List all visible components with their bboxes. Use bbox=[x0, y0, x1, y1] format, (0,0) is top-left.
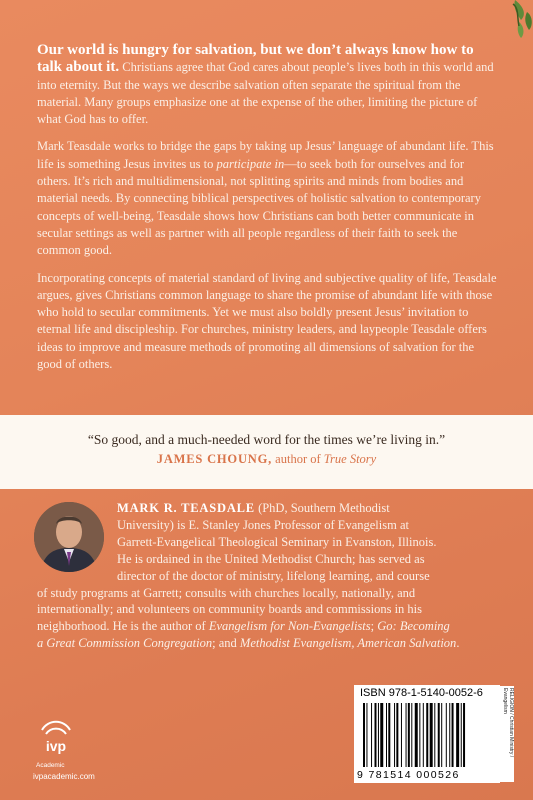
bio-book-title: a Great Commission Congregation bbox=[37, 636, 213, 651]
blurb-p2-emphasis: participate in bbox=[216, 156, 285, 171]
bio-line bbox=[37, 635, 507, 652]
blurb-lead: Our world is hungry for salvation, but we don’t always know how to talk about it. bbox=[37, 42, 474, 76]
barcode-bar bbox=[366, 703, 367, 767]
bio-line: internationally; and volunteers on community boards and commissions in his bbox=[37, 602, 423, 617]
ivp-logo-text: ivp bbox=[45, 738, 67, 754]
bio-separator: ; bbox=[370, 619, 378, 634]
barcode-bar bbox=[438, 703, 440, 767]
endorser-name: JAMES CHOUNG, bbox=[156, 452, 273, 466]
genre-label: RELIGION / Christian Ministry / Evangelism bbox=[500, 686, 514, 782]
bio-book-title: Evangelism for Non-Evangelists bbox=[208, 619, 371, 634]
blurb-paragraph-1 bbox=[37, 42, 498, 128]
publisher-url: ivpacademic.com bbox=[33, 772, 95, 781]
endorsement-band bbox=[0, 415, 533, 489]
publisher-imprint: Academic bbox=[36, 762, 65, 769]
barcode-bar bbox=[463, 703, 465, 767]
barcode-bar bbox=[394, 703, 395, 767]
bio-book-title: Go: Becoming bbox=[377, 619, 450, 634]
barcode-bar bbox=[406, 703, 407, 767]
bio-line-8-text: neighborhood. He is the author of bbox=[37, 619, 209, 634]
barcode-bar bbox=[363, 703, 365, 767]
bio-separator: ; and bbox=[212, 636, 240, 651]
barcode-bar bbox=[441, 703, 442, 767]
barcode-bar bbox=[461, 703, 462, 767]
bio-line bbox=[37, 500, 507, 517]
bio-line: director of the doctor of ministry, lifelong learning, and course bbox=[117, 568, 430, 583]
barcode-bar bbox=[449, 703, 450, 767]
barcode-bar bbox=[371, 703, 372, 767]
bio-line bbox=[37, 618, 507, 635]
endorsement-quote: “So good, and a much-needed word for the times we’re living in.” bbox=[87, 432, 446, 447]
endorsement-attribution bbox=[0, 452, 533, 467]
barcode-bar bbox=[401, 703, 402, 767]
barcode-bar bbox=[408, 703, 410, 767]
barcode-bar bbox=[452, 703, 454, 767]
blurb-p1-text: Christians agree that God cares about people’s lives both in this world and into eternity. But the ways we describe salvation often separate the spiritual from the material. Many groups emphasize one at the expense of the other, limiting the picture of what God has to offer. bbox=[37, 60, 494, 127]
barcode-bar bbox=[426, 703, 428, 767]
barcode-bars bbox=[357, 703, 497, 769]
blurb-p2-text-b: —to seek both for ourselves and for others. It’s rich and multidimensional, not splitting spirits and minds from bodies and material needs. By connecting biblical perspectives of holistic salvation to contemporary concepts of well-being, Teasdale shows how Christians can both better communicate in secular settings as well as partner with all people regardless of their faith to seek the common good. bbox=[37, 156, 481, 258]
barcode-bar bbox=[378, 703, 379, 767]
isbn-barcode bbox=[354, 685, 500, 783]
endorser-book-title: True Story bbox=[323, 452, 377, 466]
barcode-bar bbox=[380, 703, 383, 767]
barcode-bar bbox=[388, 703, 390, 767]
blurb-paragraph-2 bbox=[37, 138, 498, 259]
bio-book-title: Methodist Evangelism, American Salvation bbox=[239, 636, 457, 651]
bio-line: of study programs at Garrett; consults with churches locally, nationally, and bbox=[37, 585, 416, 600]
isbn-label: ISBN 978-1-5140-0052-6 bbox=[360, 687, 483, 699]
barcode-bar bbox=[375, 703, 377, 767]
ivp-logo bbox=[36, 718, 76, 758]
bio-line: University) is E. Stanley Jones Professor of Evangelism at bbox=[117, 517, 409, 532]
bio-line-1-text: (PhD, Southern Methodist bbox=[254, 501, 390, 515]
barcode-bar bbox=[446, 703, 447, 767]
barcode-bar bbox=[434, 703, 435, 767]
endorser-author-of: author of bbox=[272, 452, 324, 466]
barcode-bar bbox=[386, 703, 387, 767]
blurb-paragraph-3: Incorporating concepts of material standard of living and subjective quality of life, Teasdale argues, gives Christians common language to share the promise of abundant life with those who hold to secular commitments. Yet we must also boldly present Jesus’ invitation to eternal life and discipleship. For churches, ministry leaders, and laypeople Teasdale offers ideas to improve and measure methods of promoting all dimensions of salvation for the good of others. bbox=[37, 270, 497, 372]
back-cover-blurb bbox=[37, 42, 498, 383]
author-bio bbox=[37, 500, 507, 652]
barcode-bar bbox=[396, 703, 398, 767]
blurb-p2-text-a: Mark Teasdale works to bridge the gaps by taking up Jesus’ language of abundant life. This life is something Jesus invites us to bbox=[37, 139, 494, 171]
barcode-bar bbox=[456, 703, 459, 767]
bio-line: Garrett-Evangelical Theological Seminary in Evanston, Illinois. bbox=[117, 534, 437, 549]
barcode-bar bbox=[419, 703, 420, 767]
barcode-bar bbox=[430, 703, 433, 767]
barcode-bar bbox=[423, 703, 424, 767]
barcode-digits: 9 781514 000526 bbox=[357, 769, 460, 781]
bio-line: He is ordained in the United Methodist Church; has served as bbox=[117, 551, 425, 566]
bio-period: . bbox=[456, 636, 460, 651]
foliage-decoration bbox=[493, 0, 533, 40]
barcode-bar bbox=[411, 703, 412, 767]
author-name: MARK R. TEASDALE bbox=[117, 501, 255, 515]
barcode-bar bbox=[415, 703, 418, 767]
